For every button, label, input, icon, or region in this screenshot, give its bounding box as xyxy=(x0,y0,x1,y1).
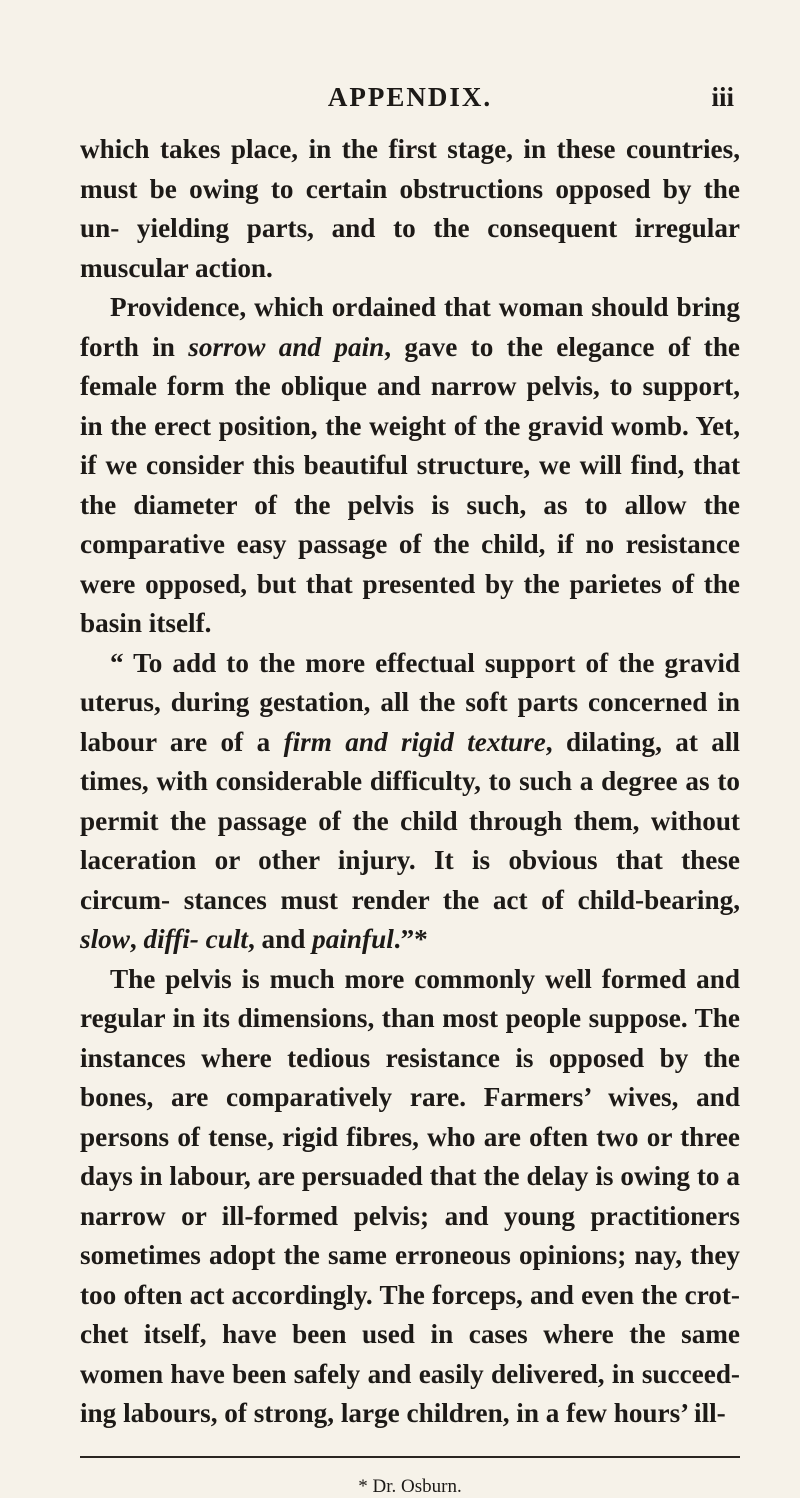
paragraph-3-italic-2: slow xyxy=(80,924,130,954)
footnote-rule xyxy=(80,1456,740,1458)
paragraph-2 xyxy=(80,288,740,644)
paragraph-3-text-2: , dilating, at all times, with considerable difficulty, to such a degree as to permit the passage of the child through them, without laceration or other injury. It is obvious that these circum- stances must render the act of child-bearing, xyxy=(80,726,740,915)
running-title: APPENDIX. xyxy=(327,82,493,112)
paragraph-2-text-2: , gave to the elegance of the female form the oblique and narrow pelvis, to support, in the erect position, the weight of the gravid womb. Yet, if we consider this beautiful structure, we will find, that the diameter of the pelvis is such, as to allow the comparative easy passage of the child, if no resistance were opposed, but that presented by the parietes of the basin itself. xyxy=(80,331,741,638)
paragraph-2-italic-1: sorrow and pain xyxy=(188,331,385,362)
paragraph-3 xyxy=(80,644,740,960)
paragraph-4: The pelvis is much more commonly well formed and regular in its dimensions, than most people suppose. The instances where tedious resistance is opposed by the bones, are comparatively rare. Farmers’ wives, and persons of tense, rigid fibres, who are often two or three days in labour, are persuaded that the delay is owing to a narrow or ill-formed pelvis; and young practitioners sometimes adopt the same erroneous opinions; nay, they too often act accordingly. The forceps, and even the crot- chet itself, have been used in cases where the same women have been safely and easily delivered, in succeed- ing labours, of strong, large children, in a few hours’ ill- xyxy=(80,963,740,1428)
paragraph-3-italic-1: firm and rigid texture xyxy=(283,726,546,757)
footnote: * Dr. Osburn. xyxy=(358,1475,462,1497)
paragraph-1: which takes place, in the first stage, in these countries, must be owing to certain obstructions opposed by the un- yielding parts, and to the consequent irregular muscular action. xyxy=(80,134,740,283)
paragraph-3-italic-3: diffi- cult xyxy=(143,924,248,954)
page xyxy=(80,82,740,1498)
paragraph-2-text-1: Providence, which ordained that woman should bring forth in xyxy=(80,292,740,362)
paragraph-3-text-3: , xyxy=(129,924,144,954)
running-head xyxy=(80,82,740,122)
paragraph-3-italic-4: painful xyxy=(312,924,394,954)
paragraph-3-text-5: .”* xyxy=(393,924,428,954)
paragraph-3-text-1: “ To add to the more effectual support of the gravid uterus, during gestation, all the soft parts concerned in labour are of a xyxy=(80,647,740,757)
paragraph-3-text-4: , and xyxy=(247,924,313,954)
body-text xyxy=(80,130,740,1434)
page-number: iii xyxy=(711,82,734,112)
